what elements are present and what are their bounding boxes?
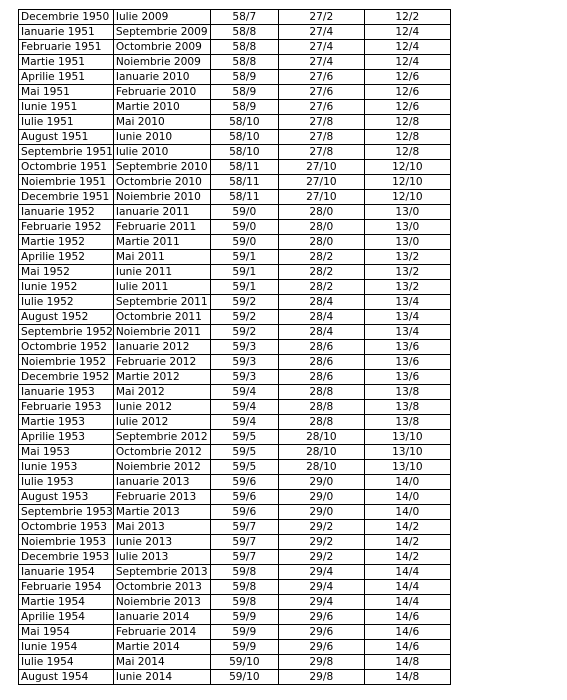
- table-row: [19, 550, 451, 565]
- start-date-cell: Decembrie 1950: [19, 10, 114, 25]
- table-row: [19, 655, 451, 670]
- end-date-cell: Octombrie 2009: [113, 40, 210, 55]
- value-a-cell: 59/0: [210, 235, 278, 250]
- start-date-cell: Ianuarie 1952: [19, 205, 114, 220]
- end-date-cell: Ianuarie 2011: [113, 205, 210, 220]
- start-date-cell: Septembrie 1952: [19, 325, 114, 340]
- value-a-cell: 59/6: [210, 505, 278, 520]
- value-c-cell: 12/6: [364, 85, 450, 100]
- value-a-cell: 58/10: [210, 145, 278, 160]
- start-date-cell: Aprilie 1951: [19, 70, 114, 85]
- start-date-cell: Martie 1954: [19, 595, 114, 610]
- value-c-cell: 13/10: [364, 445, 450, 460]
- end-date-cell: Iulie 2010: [113, 145, 210, 160]
- value-b-cell: 28/10: [278, 430, 364, 445]
- end-date-cell: Martie 2011: [113, 235, 210, 250]
- table-row: [19, 145, 451, 160]
- table-row: [19, 85, 451, 100]
- value-b-cell: 27/10: [278, 160, 364, 175]
- start-date-cell: Ianuarie 1951: [19, 25, 114, 40]
- end-date-cell: Ianuarie 2013: [113, 475, 210, 490]
- value-c-cell: 12/8: [364, 130, 450, 145]
- value-c-cell: 13/2: [364, 280, 450, 295]
- value-b-cell: 27/2: [278, 10, 364, 25]
- table-row: [19, 190, 451, 205]
- value-b-cell: 29/0: [278, 490, 364, 505]
- table-row: [19, 40, 451, 55]
- end-date-cell: Octombrie 2010: [113, 175, 210, 190]
- start-date-cell: Februarie 1952: [19, 220, 114, 235]
- value-a-cell: 59/5: [210, 460, 278, 475]
- value-a-cell: 59/7: [210, 550, 278, 565]
- start-date-cell: August 1954: [19, 670, 114, 685]
- end-date-cell: Iulie 2009: [113, 10, 210, 25]
- value-b-cell: 28/0: [278, 220, 364, 235]
- value-b-cell: 28/8: [278, 400, 364, 415]
- end-date-cell: Noiembrie 2013: [113, 595, 210, 610]
- value-c-cell: 13/8: [364, 415, 450, 430]
- value-a-cell: 59/8: [210, 595, 278, 610]
- value-a-cell: 59/4: [210, 400, 278, 415]
- value-a-cell: 59/3: [210, 355, 278, 370]
- end-date-cell: Iunie 2013: [113, 535, 210, 550]
- table-row: [19, 520, 451, 535]
- value-b-cell: 29/2: [278, 550, 364, 565]
- value-b-cell: 27/6: [278, 85, 364, 100]
- value-a-cell: 58/11: [210, 175, 278, 190]
- table-container: [18, 9, 451, 685]
- value-a-cell: 59/1: [210, 265, 278, 280]
- value-c-cell: 14/2: [364, 550, 450, 565]
- start-date-cell: Septembrie 1951: [19, 145, 114, 160]
- value-a-cell: 59/1: [210, 250, 278, 265]
- end-date-cell: Noiembrie 2009: [113, 55, 210, 70]
- value-a-cell: 58/9: [210, 85, 278, 100]
- end-date-cell: Noiembrie 2010: [113, 190, 210, 205]
- start-date-cell: Octombrie 1953: [19, 520, 114, 535]
- end-date-cell: Martie 2010: [113, 100, 210, 115]
- table-row: [19, 10, 451, 25]
- value-c-cell: 12/2: [364, 10, 450, 25]
- value-c-cell: 13/4: [364, 310, 450, 325]
- value-b-cell: 28/0: [278, 205, 364, 220]
- table-row: [19, 100, 451, 115]
- end-date-cell: Februarie 2010: [113, 85, 210, 100]
- start-date-cell: Februarie 1951: [19, 40, 114, 55]
- value-c-cell: 12/10: [364, 160, 450, 175]
- start-date-cell: Mai 1954: [19, 625, 114, 640]
- value-c-cell: 12/8: [364, 115, 450, 130]
- table-row: [19, 580, 451, 595]
- start-date-cell: Noiembrie 1951: [19, 175, 114, 190]
- start-date-cell: Iunie 1951: [19, 100, 114, 115]
- value-c-cell: 13/10: [364, 460, 450, 475]
- table-row: [19, 565, 451, 580]
- end-date-cell: Septembrie 2013: [113, 565, 210, 580]
- value-a-cell: 59/10: [210, 670, 278, 685]
- data-table: [18, 9, 451, 685]
- start-date-cell: August 1952: [19, 310, 114, 325]
- value-c-cell: 14/4: [364, 565, 450, 580]
- end-date-cell: Februarie 2014: [113, 625, 210, 640]
- value-a-cell: 59/7: [210, 520, 278, 535]
- value-b-cell: 28/6: [278, 370, 364, 385]
- table-row: [19, 280, 451, 295]
- table-row: [19, 460, 451, 475]
- value-c-cell: 13/6: [364, 355, 450, 370]
- value-a-cell: 58/8: [210, 55, 278, 70]
- start-date-cell: Aprilie 1953: [19, 430, 114, 445]
- table-row: [19, 535, 451, 550]
- value-c-cell: 14/2: [364, 535, 450, 550]
- value-b-cell: 28/0: [278, 235, 364, 250]
- table-row: [19, 205, 451, 220]
- start-date-cell: Martie 1953: [19, 415, 114, 430]
- end-date-cell: Martie 2012: [113, 370, 210, 385]
- value-b-cell: 29/0: [278, 505, 364, 520]
- value-b-cell: 27/8: [278, 115, 364, 130]
- value-b-cell: 29/6: [278, 640, 364, 655]
- table-row: [19, 400, 451, 415]
- value-c-cell: 13/2: [364, 250, 450, 265]
- value-c-cell: 14/6: [364, 625, 450, 640]
- start-date-cell: Februarie 1954: [19, 580, 114, 595]
- table-row: [19, 250, 451, 265]
- value-a-cell: 59/10: [210, 655, 278, 670]
- table-row: [19, 670, 451, 685]
- table-row: [19, 25, 451, 40]
- start-date-cell: Septembrie 1953: [19, 505, 114, 520]
- value-b-cell: 29/2: [278, 535, 364, 550]
- start-date-cell: August 1953: [19, 490, 114, 505]
- value-b-cell: 28/10: [278, 460, 364, 475]
- value-a-cell: 59/9: [210, 610, 278, 625]
- value-c-cell: 13/0: [364, 205, 450, 220]
- value-b-cell: 27/8: [278, 130, 364, 145]
- end-date-cell: Iulie 2012: [113, 415, 210, 430]
- start-date-cell: Noiembrie 1952: [19, 355, 114, 370]
- value-a-cell: 59/6: [210, 490, 278, 505]
- value-c-cell: 12/4: [364, 40, 450, 55]
- value-b-cell: 28/6: [278, 355, 364, 370]
- end-date-cell: Martie 2013: [113, 505, 210, 520]
- table-row: [19, 130, 451, 145]
- start-date-cell: Ianuarie 1953: [19, 385, 114, 400]
- value-a-cell: 59/9: [210, 625, 278, 640]
- table-row: [19, 160, 451, 175]
- start-date-cell: Iulie 1951: [19, 115, 114, 130]
- value-a-cell: 59/7: [210, 535, 278, 550]
- value-c-cell: 14/0: [364, 505, 450, 520]
- value-c-cell: 13/10: [364, 430, 450, 445]
- value-c-cell: 13/0: [364, 220, 450, 235]
- value-c-cell: 13/6: [364, 370, 450, 385]
- end-date-cell: Ianuarie 2010: [113, 70, 210, 85]
- value-c-cell: 12/10: [364, 175, 450, 190]
- value-b-cell: 27/10: [278, 190, 364, 205]
- start-date-cell: Decembrie 1952: [19, 370, 114, 385]
- table-row: [19, 415, 451, 430]
- value-a-cell: 58/11: [210, 160, 278, 175]
- start-date-cell: Februarie 1953: [19, 400, 114, 415]
- value-b-cell: 27/10: [278, 175, 364, 190]
- value-a-cell: 59/8: [210, 565, 278, 580]
- end-date-cell: Iulie 2013: [113, 550, 210, 565]
- value-a-cell: 58/7: [210, 10, 278, 25]
- end-date-cell: Mai 2011: [113, 250, 210, 265]
- value-b-cell: 27/4: [278, 55, 364, 70]
- start-date-cell: Mai 1951: [19, 85, 114, 100]
- value-c-cell: 14/8: [364, 655, 450, 670]
- value-b-cell: 29/0: [278, 475, 364, 490]
- table-row: [19, 295, 451, 310]
- table-row: [19, 370, 451, 385]
- start-date-cell: August 1951: [19, 130, 114, 145]
- value-b-cell: 29/4: [278, 580, 364, 595]
- value-b-cell: 28/4: [278, 295, 364, 310]
- start-date-cell: Martie 1951: [19, 55, 114, 70]
- end-date-cell: Noiembrie 2012: [113, 460, 210, 475]
- start-date-cell: Octombrie 1951: [19, 160, 114, 175]
- value-c-cell: 14/2: [364, 520, 450, 535]
- table-row: [19, 355, 451, 370]
- end-date-cell: Mai 2012: [113, 385, 210, 400]
- table-row: [19, 55, 451, 70]
- end-date-cell: Iunie 2011: [113, 265, 210, 280]
- value-c-cell: 14/4: [364, 580, 450, 595]
- value-a-cell: 59/4: [210, 415, 278, 430]
- value-b-cell: 29/6: [278, 610, 364, 625]
- value-b-cell: 28/2: [278, 280, 364, 295]
- value-b-cell: 28/8: [278, 415, 364, 430]
- value-a-cell: 58/8: [210, 40, 278, 55]
- start-date-cell: Iunie 1952: [19, 280, 114, 295]
- value-b-cell: 28/2: [278, 250, 364, 265]
- value-c-cell: 13/0: [364, 235, 450, 250]
- table-row: [19, 325, 451, 340]
- value-a-cell: 58/10: [210, 130, 278, 145]
- value-c-cell: 14/0: [364, 475, 450, 490]
- end-date-cell: Octombrie 2012: [113, 445, 210, 460]
- value-c-cell: 14/6: [364, 640, 450, 655]
- table-row: [19, 115, 451, 130]
- end-date-cell: Mai 2013: [113, 520, 210, 535]
- start-date-cell: Iulie 1952: [19, 295, 114, 310]
- table-row: [19, 625, 451, 640]
- end-date-cell: Iunie 2010: [113, 130, 210, 145]
- end-date-cell: Septembrie 2011: [113, 295, 210, 310]
- value-a-cell: 59/3: [210, 370, 278, 385]
- start-date-cell: Decembrie 1951: [19, 190, 114, 205]
- end-date-cell: Noiembrie 2011: [113, 325, 210, 340]
- value-c-cell: 13/4: [364, 325, 450, 340]
- value-c-cell: 13/6: [364, 340, 450, 355]
- value-a-cell: 59/0: [210, 220, 278, 235]
- value-b-cell: 28/4: [278, 310, 364, 325]
- table-row: [19, 640, 451, 655]
- table-row: [19, 445, 451, 460]
- value-c-cell: 13/4: [364, 295, 450, 310]
- end-date-cell: Iulie 2011: [113, 280, 210, 295]
- start-date-cell: Ianuarie 1954: [19, 565, 114, 580]
- end-date-cell: Septembrie 2010: [113, 160, 210, 175]
- value-a-cell: 58/9: [210, 100, 278, 115]
- value-b-cell: 29/6: [278, 625, 364, 640]
- value-c-cell: 13/8: [364, 400, 450, 415]
- value-c-cell: 14/4: [364, 595, 450, 610]
- start-date-cell: Iunie 1953: [19, 460, 114, 475]
- value-b-cell: 28/4: [278, 325, 364, 340]
- value-b-cell: 27/6: [278, 100, 364, 115]
- end-date-cell: Ianuarie 2012: [113, 340, 210, 355]
- end-date-cell: Februarie 2013: [113, 490, 210, 505]
- start-date-cell: Iulie 1953: [19, 475, 114, 490]
- value-a-cell: 58/8: [210, 25, 278, 40]
- table-row: [19, 475, 451, 490]
- value-a-cell: 59/3: [210, 340, 278, 355]
- value-a-cell: 59/4: [210, 385, 278, 400]
- value-a-cell: 59/5: [210, 445, 278, 460]
- end-date-cell: Iunie 2012: [113, 400, 210, 415]
- value-b-cell: 27/6: [278, 70, 364, 85]
- value-a-cell: 59/8: [210, 580, 278, 595]
- start-date-cell: Mai 1952: [19, 265, 114, 280]
- end-date-cell: Februarie 2011: [113, 220, 210, 235]
- table-row: [19, 385, 451, 400]
- value-a-cell: 59/5: [210, 430, 278, 445]
- table-row: [19, 340, 451, 355]
- value-a-cell: 59/1: [210, 280, 278, 295]
- value-c-cell: 12/4: [364, 55, 450, 70]
- start-date-cell: Iulie 1954: [19, 655, 114, 670]
- end-date-cell: Ianuarie 2014: [113, 610, 210, 625]
- end-date-cell: Octombrie 2013: [113, 580, 210, 595]
- value-a-cell: 59/2: [210, 310, 278, 325]
- end-date-cell: Februarie 2012: [113, 355, 210, 370]
- end-date-cell: Octombrie 2011: [113, 310, 210, 325]
- end-date-cell: Mai 2014: [113, 655, 210, 670]
- table-row: [19, 70, 451, 85]
- start-date-cell: Mai 1953: [19, 445, 114, 460]
- table-row: [19, 310, 451, 325]
- end-date-cell: Martie 2014: [113, 640, 210, 655]
- value-b-cell: 27/4: [278, 40, 364, 55]
- value-a-cell: 58/9: [210, 70, 278, 85]
- table-row: [19, 220, 451, 235]
- value-b-cell: 29/4: [278, 595, 364, 610]
- value-a-cell: 59/0: [210, 205, 278, 220]
- value-b-cell: 28/10: [278, 445, 364, 460]
- value-b-cell: 27/4: [278, 25, 364, 40]
- end-date-cell: Mai 2010: [113, 115, 210, 130]
- value-b-cell: 29/8: [278, 670, 364, 685]
- table-row: [19, 595, 451, 610]
- end-date-cell: Septembrie 2009: [113, 25, 210, 40]
- value-b-cell: 28/2: [278, 265, 364, 280]
- start-date-cell: Decembrie 1953: [19, 550, 114, 565]
- value-c-cell: 12/10: [364, 190, 450, 205]
- value-a-cell: 58/10: [210, 115, 278, 130]
- value-a-cell: 58/11: [210, 190, 278, 205]
- value-a-cell: 59/2: [210, 325, 278, 340]
- value-c-cell: 12/4: [364, 25, 450, 40]
- value-a-cell: 59/6: [210, 475, 278, 490]
- end-date-cell: Iunie 2014: [113, 670, 210, 685]
- start-date-cell: Aprilie 1954: [19, 610, 114, 625]
- value-a-cell: 59/9: [210, 640, 278, 655]
- value-b-cell: 27/8: [278, 145, 364, 160]
- start-date-cell: Martie 1952: [19, 235, 114, 250]
- table-row: [19, 175, 451, 190]
- value-b-cell: 29/8: [278, 655, 364, 670]
- table-row: [19, 265, 451, 280]
- start-date-cell: Noiembrie 1953: [19, 535, 114, 550]
- start-date-cell: Octombrie 1952: [19, 340, 114, 355]
- value-b-cell: 29/2: [278, 520, 364, 535]
- value-c-cell: 12/6: [364, 70, 450, 85]
- value-a-cell: 59/2: [210, 295, 278, 310]
- table-row: [19, 430, 451, 445]
- value-b-cell: 28/6: [278, 340, 364, 355]
- value-c-cell: 14/8: [364, 670, 450, 685]
- table-row: [19, 505, 451, 520]
- value-c-cell: 14/0: [364, 490, 450, 505]
- value-c-cell: 14/6: [364, 610, 450, 625]
- table-row: [19, 610, 451, 625]
- start-date-cell: Iunie 1954: [19, 640, 114, 655]
- table-row: [19, 490, 451, 505]
- start-date-cell: Aprilie 1952: [19, 250, 114, 265]
- value-b-cell: 29/4: [278, 565, 364, 580]
- table-body: [19, 10, 451, 685]
- end-date-cell: Septembrie 2012: [113, 430, 210, 445]
- table-row: [19, 235, 451, 250]
- value-c-cell: 12/8: [364, 145, 450, 160]
- value-b-cell: 28/8: [278, 385, 364, 400]
- value-c-cell: 13/8: [364, 385, 450, 400]
- value-c-cell: 12/6: [364, 100, 450, 115]
- value-c-cell: 13/2: [364, 265, 450, 280]
